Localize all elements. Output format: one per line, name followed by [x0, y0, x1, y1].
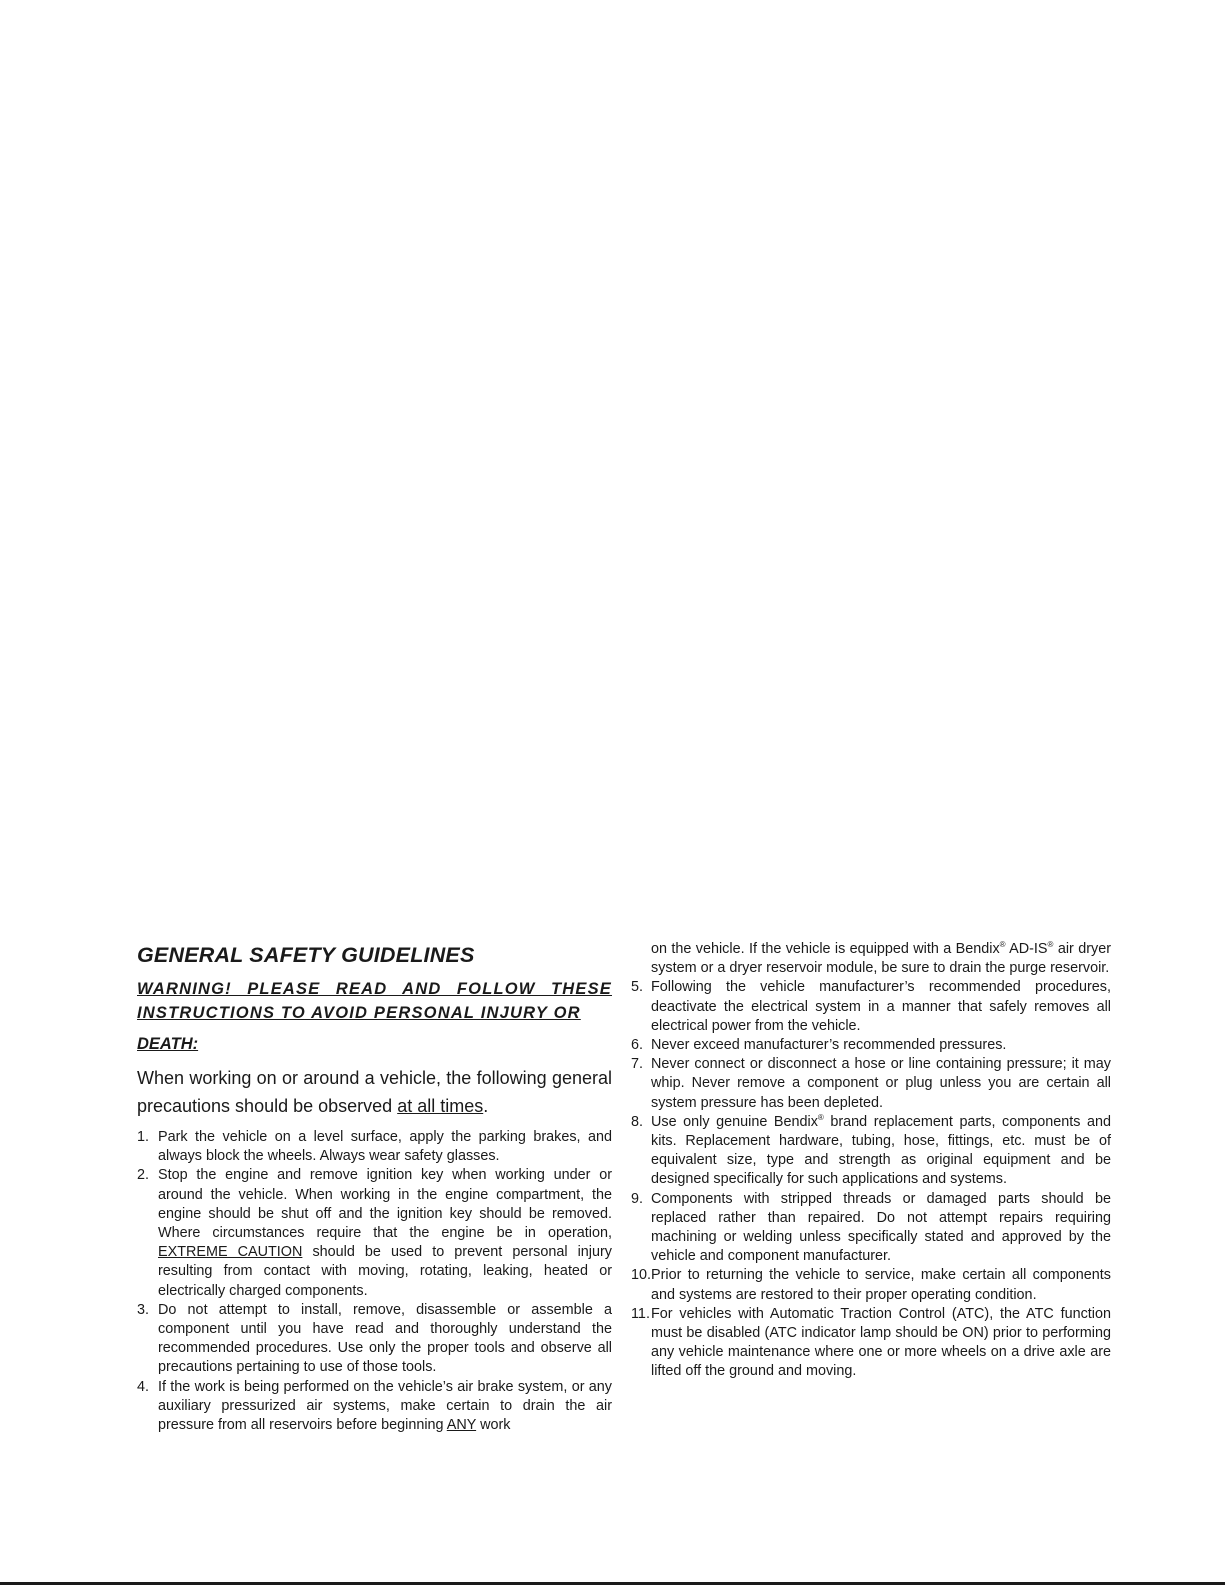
- item-text: Components with stripped threads or damaged parts should be replaced rather than repaired. Do not attempt repairs requiring machining or welding unless specifically stated and approved by the vehicle and component manufacturer.: [651, 1190, 1111, 1265]
- item-text-end: work: [476, 1417, 511, 1434]
- item-number: 11.: [631, 1305, 650, 1322]
- continuation-text: on the vehicle. If the vehicle is equipped with a Bendix: [651, 941, 1000, 957]
- list-item: [137, 1128, 612, 1166]
- warning-text: WARNING! PLEASE READ AND FOLLOW THESE INSTRUCTIONS TO AVOID PERSONAL INJURY OR: [137, 980, 612, 1022]
- page-heading: GENERAL SAFETY GUIDELINES: [137, 943, 475, 967]
- item-text: Never connect or disconnect a hose or line containing pressure; it may whip. Never remove a component or plug unless you are certain all system pressure has been depleted.: [651, 1056, 1111, 1111]
- list-item: [631, 1036, 1111, 1055]
- list-item: [631, 1305, 1111, 1382]
- right-column: [631, 940, 1111, 1382]
- list-item: [631, 1113, 1111, 1190]
- item-text: Stop the engine and remove ignition key when working under or around the vehicle. When working in the engine compartment, the engine should be shut off and the ignition key should be removed. Where circumstances require that the engine be in operation,: [158, 1167, 612, 1242]
- warning-text-end: DEATH:: [137, 1035, 199, 1053]
- item-text: Following the vehicle manufacturer’s recommended procedures, deactivate the electrical system in a manner that safely removes all electrical power from the vehicle.: [651, 979, 1111, 1034]
- item-emphasis: EXTREME CAUTION: [158, 1244, 303, 1261]
- intro-text: When working on or around a vehicle, the following general precautions should be observed: [137, 1068, 612, 1116]
- list-item: [137, 1301, 612, 1378]
- item-continuation: [631, 940, 1111, 978]
- list-item: [631, 1266, 1111, 1304]
- item-number: 9.: [631, 1190, 644, 1207]
- item-text: Do not attempt to install, remove, disassemble or assemble a component until you have read and thoroughly understand the recommended procedures. Use only the proper tools and observe all precautions pertaining to use of those tools.: [158, 1301, 612, 1376]
- item-number: 2.: [137, 1167, 150, 1184]
- list-item: [631, 1055, 1111, 1113]
- item-text-end: should be used to prevent personal injury resulting from contact with moving, rotating, leaking, heated or electrically charged components.: [158, 1244, 612, 1299]
- item-number: 6.: [631, 1037, 644, 1054]
- item-number: 10.: [631, 1267, 652, 1284]
- item-number: 8.: [631, 1113, 644, 1130]
- continuation-text: AD-IS: [1005, 941, 1048, 957]
- item-text: Use only genuine Bendix: [651, 1113, 818, 1130]
- item-text: Park the vehicle on a level surface, apply the parking brakes, and always block the wheels. Always wear safety glasses.: [158, 1129, 612, 1165]
- registered-mark: ®: [999, 940, 1006, 950]
- safety-list-left: [137, 1128, 612, 1435]
- safety-list-right: [631, 978, 1111, 1381]
- item-number: 1.: [137, 1129, 150, 1145]
- intro-end: .: [483, 1096, 489, 1116]
- item-text: Never exceed manufacturer’s recommended pressures.: [651, 1037, 1007, 1054]
- item-number: 5.: [631, 979, 644, 996]
- item-emphasis: ANY: [446, 1417, 477, 1434]
- list-item: [631, 978, 1111, 1036]
- list-item: [137, 1166, 612, 1300]
- continuation-text: air dryer system or a dryer reservoir module, be sure to drain the purge reservoir.: [651, 941, 1112, 977]
- item-text-end: brand replacement parts, components and kits. Replacement hardware, tubing, hose, fittings, etc. must be of equivalent size, type and strength as original equipment and be designed specifically for such applications and systems.: [651, 1113, 1111, 1188]
- item-text: Prior to returning the vehicle to service, make certain all components and systems are restored to their proper operating condition.: [651, 1267, 1111, 1303]
- registered-mark: ®: [817, 1113, 824, 1123]
- registered-mark: ®: [1047, 940, 1054, 950]
- left-column: [137, 940, 612, 1435]
- list-item: [631, 1190, 1111, 1267]
- item-number: 7.: [631, 1056, 644, 1073]
- item-number: 3.: [137, 1301, 150, 1318]
- item-text: For vehicles with Automatic Traction Control (ATC), the ATC function must be disabled (ATC indicator lamp should be ON) prior to performing any vehicle maintenance where one or more wheels on a drive axle are lifted off the ground and moving.: [651, 1305, 1111, 1380]
- intro-emphasis: at all times: [397, 1096, 484, 1116]
- item-text: If the work is being performed on the vehicle’s air brake system, or any auxiliary pressurized air systems, make certain to drain the air pressure from all reservoirs before beginning: [158, 1378, 612, 1434]
- item-number: 4.: [137, 1378, 150, 1395]
- intro-paragraph: [137, 1064, 612, 1120]
- list-item: [137, 1378, 612, 1436]
